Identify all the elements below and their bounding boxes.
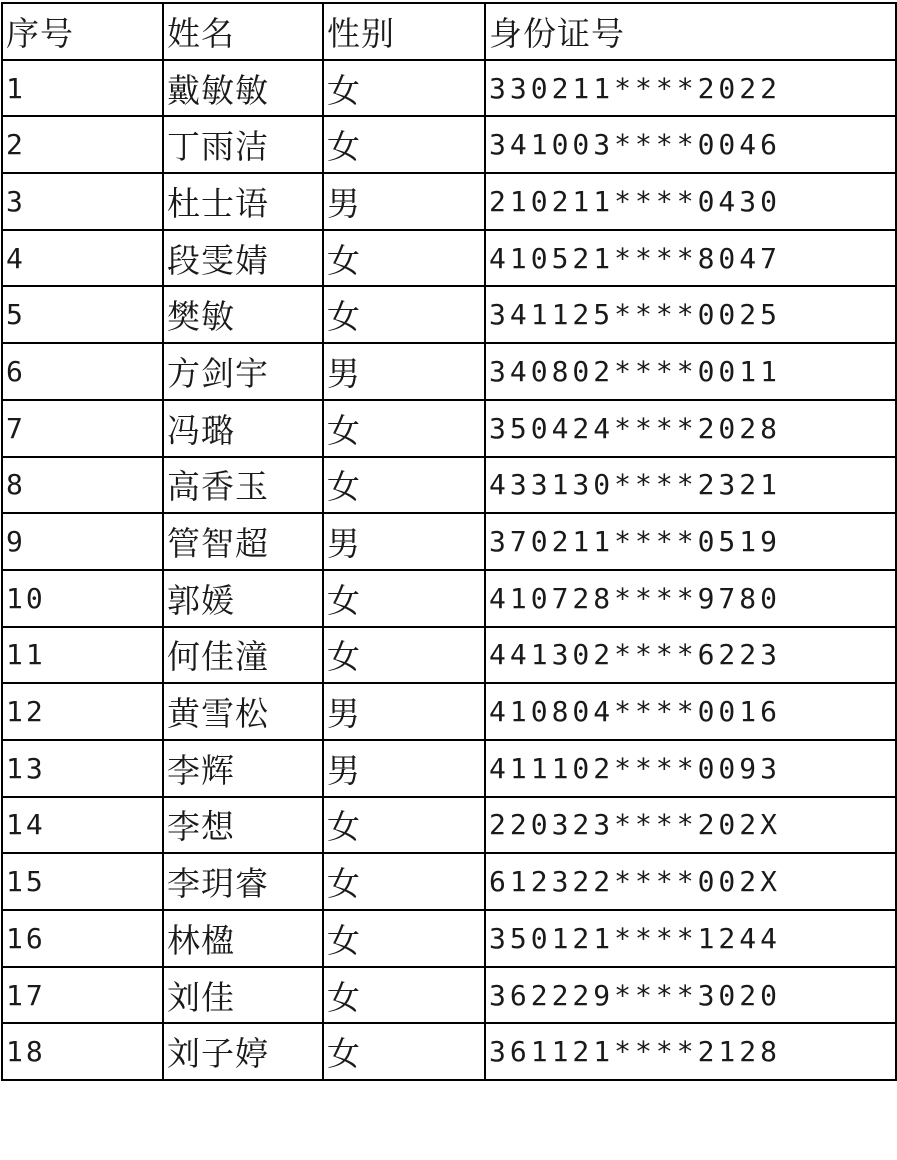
table-row	[2, 173, 896, 230]
cell-sex: 女	[323, 853, 485, 910]
roster-table	[1, 2, 897, 1081]
cell-sex: 女	[323, 570, 485, 627]
cell-no: 17	[2, 967, 163, 1024]
cell-name: 林楹	[163, 910, 323, 967]
cell-sex: 男	[323, 343, 485, 400]
cell-no: 2	[2, 116, 163, 173]
table-row	[2, 286, 896, 343]
cell-no: 10	[2, 570, 163, 627]
table-row	[2, 1023, 896, 1080]
cell-sex: 男	[323, 513, 485, 570]
header-no: 序号	[2, 3, 163, 60]
cell-no: 3	[2, 173, 163, 230]
cell-sex: 男	[323, 683, 485, 740]
cell-sex: 女	[323, 1023, 485, 1080]
table-row	[2, 513, 896, 570]
cell-no: 8	[2, 457, 163, 514]
table-row	[2, 910, 896, 967]
cell-sex: 女	[323, 60, 485, 117]
cell-name: 丁雨洁	[163, 116, 323, 173]
header-sex: 性别	[323, 3, 485, 60]
cell-no: 18	[2, 1023, 163, 1080]
cell-no: 6	[2, 343, 163, 400]
cell-no: 14	[2, 797, 163, 854]
cell-id-number: 210211****0430	[485, 173, 896, 230]
cell-name: 李想	[163, 797, 323, 854]
cell-name: 刘佳	[163, 967, 323, 1024]
cell-no: 12	[2, 683, 163, 740]
cell-name: 方剑宇	[163, 343, 323, 400]
cell-sex: 男	[323, 173, 485, 230]
cell-sex: 女	[323, 286, 485, 343]
table-row	[2, 230, 896, 287]
cell-sex: 女	[323, 230, 485, 287]
cell-name: 刘子婷	[163, 1023, 323, 1080]
table-row	[2, 343, 896, 400]
cell-id-number: 433130****2321	[485, 457, 896, 514]
cell-name: 樊敏	[163, 286, 323, 343]
cell-no: 5	[2, 286, 163, 343]
cell-no: 9	[2, 513, 163, 570]
table-row	[2, 853, 896, 910]
cell-name: 戴敏敏	[163, 60, 323, 117]
cell-id-number: 350121****1244	[485, 910, 896, 967]
cell-id-number: 220323****202X	[485, 797, 896, 854]
cell-sex: 女	[323, 797, 485, 854]
table-row	[2, 400, 896, 457]
cell-name: 李辉	[163, 740, 323, 797]
table-row	[2, 570, 896, 627]
cell-name: 段雯婧	[163, 230, 323, 287]
cell-id-number: 370211****0519	[485, 513, 896, 570]
cell-id-number: 410804****0016	[485, 683, 896, 740]
cell-sex: 女	[323, 967, 485, 1024]
cell-no: 1	[2, 60, 163, 117]
cell-no: 15	[2, 853, 163, 910]
cell-id-number: 411102****0093	[485, 740, 896, 797]
cell-name: 杜士语	[163, 173, 323, 230]
cell-no: 7	[2, 400, 163, 457]
cell-sex: 女	[323, 457, 485, 514]
table-row	[2, 60, 896, 117]
table-row	[2, 627, 896, 684]
cell-name: 李玥睿	[163, 853, 323, 910]
table-row	[2, 116, 896, 173]
cell-name: 何佳潼	[163, 627, 323, 684]
cell-id-number: 341003****0046	[485, 116, 896, 173]
cell-sex: 女	[323, 627, 485, 684]
cell-name: 管智超	[163, 513, 323, 570]
cell-id-number: 612322****002X	[485, 853, 896, 910]
cell-id-number: 410728****9780	[485, 570, 896, 627]
table-row	[2, 967, 896, 1024]
table-row	[2, 457, 896, 514]
cell-sex: 女	[323, 400, 485, 457]
cell-name: 冯璐	[163, 400, 323, 457]
cell-no: 16	[2, 910, 163, 967]
cell-no: 13	[2, 740, 163, 797]
cell-sex: 女	[323, 910, 485, 967]
cell-id-number: 361121****2128	[485, 1023, 896, 1080]
cell-no: 4	[2, 230, 163, 287]
roster-body	[2, 60, 896, 1080]
cell-no: 11	[2, 627, 163, 684]
table-row	[2, 683, 896, 740]
cell-name: 郭媛	[163, 570, 323, 627]
header-row	[2, 3, 896, 60]
cell-name: 黄雪松	[163, 683, 323, 740]
header-name: 姓名	[163, 3, 323, 60]
cell-id-number: 340802****0011	[485, 343, 896, 400]
cell-id-number: 341125****0025	[485, 286, 896, 343]
table-row	[2, 740, 896, 797]
table-row	[2, 797, 896, 854]
cell-sex: 男	[323, 740, 485, 797]
header-id: 身份证号	[485, 3, 896, 60]
cell-name: 高香玉	[163, 457, 323, 514]
cell-id-number: 410521****8047	[485, 230, 896, 287]
cell-id-number: 350424****2028	[485, 400, 896, 457]
cell-id-number: 330211****2022	[485, 60, 896, 117]
cell-id-number: 441302****6223	[485, 627, 896, 684]
cell-id-number: 362229****3020	[485, 967, 896, 1024]
cell-sex: 女	[323, 116, 485, 173]
